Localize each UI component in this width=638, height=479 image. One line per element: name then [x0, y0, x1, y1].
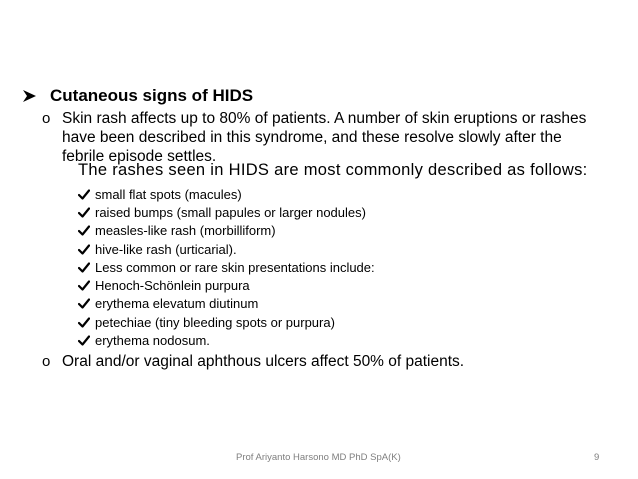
sub-bullet-text: Skin rash affects up to 80% of patients. A number of skin eruptions or rashes have been described in this syndrome, and these resolve slowly after the febrile episode settles.: [62, 110, 587, 165]
footer-page-number: 9: [594, 452, 600, 463]
list-item-text: measles-like rash (morbilliform): [95, 223, 276, 239]
list-item: [77, 276, 375, 294]
checkmark-icon: [77, 279, 90, 292]
rash-check-list: [77, 185, 375, 350]
checkmark-icon: [77, 188, 90, 201]
section-heading-row: [22, 86, 253, 106]
sub-bullet-skin-rash: [42, 109, 602, 166]
checkmark-icon: [77, 297, 90, 310]
list-item-text: hive-like rash (urticarial).: [95, 241, 237, 257]
list-item: [77, 331, 375, 349]
sub-bullet-aphthous-ulcers: [42, 352, 602, 371]
checkmark-icon: [77, 261, 90, 274]
arrow-bullet-icon: [22, 89, 38, 103]
list-item-text: raised bumps (small papules or larger nodules): [95, 204, 366, 220]
list-item: [77, 185, 375, 203]
list-item-text: Henoch-Schönlein purpura: [95, 278, 250, 294]
list-item: [77, 313, 375, 331]
checkmark-icon: [77, 224, 90, 237]
section-heading: Cutaneous signs of HIDS: [50, 86, 254, 105]
circle-bullet-icon: o: [42, 110, 51, 127]
sub-bullet-text: Oral and/or vaginal aphthous ulcers affect 50% of patients.: [62, 353, 465, 370]
list-item-text: erythema nodosum.: [95, 333, 210, 349]
list-item-text: small flat spots (macules): [95, 186, 242, 202]
list-item: [77, 258, 375, 276]
list-item-text: erythema elevatum diutinum: [95, 296, 259, 312]
list-item: [77, 240, 375, 258]
checkmark-icon: [77, 316, 90, 329]
list-item-text: Less common or rare skin presentations include:: [95, 259, 375, 275]
checkmark-icon: [77, 206, 90, 219]
list-item: [77, 295, 375, 313]
footer-author: Prof Ariyanto Harsono MD PhD SpA(K): [236, 452, 401, 463]
list-item: [77, 203, 375, 221]
checkmark-icon: [77, 334, 90, 347]
list-item-text: petechiae (tiny bleeding spots or purpura): [95, 314, 335, 330]
list-item: [77, 222, 375, 240]
circle-bullet-icon: o: [42, 353, 51, 370]
checkmark-icon: [77, 243, 90, 256]
rash-list-lead-text: The rashes seen in HIDS are most commonly described as follows:: [78, 161, 588, 179]
